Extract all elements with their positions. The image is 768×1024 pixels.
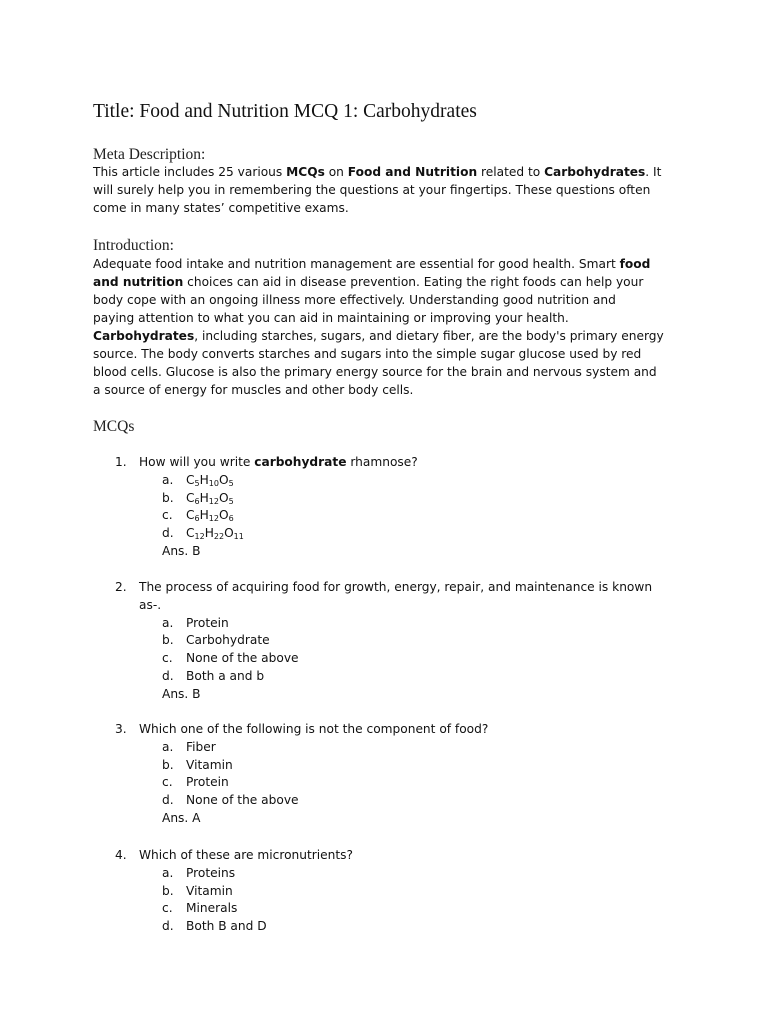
question-number: 2. <box>115 580 127 594</box>
option-text: Proteins <box>186 865 236 880</box>
option-label: a. <box>162 739 174 754</box>
bold-text: food <box>619 257 651 271</box>
option-label: b. <box>162 490 174 505</box>
meta-description-paragraph <box>93 163 673 217</box>
paragraph-line: come in many states’ competitive exams. <box>93 201 349 215</box>
option-text: Vitamin <box>186 883 233 898</box>
option-text: $C_6H_{12}O_5$ <box>186 490 234 506</box>
page-title: Title: Food and Nutrition MCQ 1: Carbohydrates <box>93 101 477 122</box>
paragraph-line: source. The body converts starches and sugars into the simple sugar glucose used by red <box>93 347 642 361</box>
option-text: None of the above <box>186 793 299 808</box>
answer-text: Ans. A <box>162 811 201 825</box>
subscript: 6 <box>194 496 200 506</box>
paragraph-line: Adequate food intake and nutrition management are essential for good health. Smart food <box>93 257 651 271</box>
option-label: a. <box>162 615 174 630</box>
subscript: 5 <box>194 478 200 488</box>
subscript: 6 <box>194 514 200 524</box>
option-text: Protein <box>186 615 229 630</box>
paragraph-line: blood cells. Glucose is also the primary energy source for the brain and nervous system and <box>93 365 657 379</box>
option-label: b. <box>162 633 174 648</box>
bold-text: Food and Nutrition <box>347 165 478 179</box>
option-text: Carbohydrate <box>186 633 270 648</box>
mcqs-heading: MCQs <box>93 418 135 435</box>
question-number: 3. <box>115 722 127 736</box>
option-text: $C_{12}H_{22}O_{11}$ <box>186 526 244 542</box>
paragraph-line: Carbohydrates, including starches, sugars, and dietary fiber, are the body's primary energy <box>93 329 664 343</box>
question-text: The process of acquiring food for growth, energy, repair, and maintenance is known <box>139 580 653 594</box>
subscript: 22 <box>213 532 225 542</box>
paragraph-line: paying attention to what you can aid in maintaining or improving your health. <box>93 311 569 325</box>
option-label: a. <box>162 865 174 880</box>
subscript: 5 <box>228 496 234 506</box>
option-text: Protein <box>186 775 229 790</box>
question-text: Which of these are micronutrients? <box>139 848 353 862</box>
option-label: d. <box>162 669 174 683</box>
paragraph-line: body cope with an ongoing illness more effectively. Understanding good nutrition and <box>93 293 616 307</box>
subscript: 10 <box>208 478 219 488</box>
option-label: c. <box>162 901 173 916</box>
subscript: 12 <box>208 496 219 506</box>
option-text: Both a and b <box>186 669 265 683</box>
question-text: as-. <box>139 597 162 612</box>
subscript: 6 <box>228 514 234 524</box>
paragraph-line: will surely help you in remembering the questions at your fingertips. These questions often <box>93 183 651 197</box>
option-label: b. <box>162 883 174 898</box>
paragraph-line: a source of energy for muscles and other body cells. <box>93 383 414 397</box>
bold-text: Carbohydrates <box>93 329 195 343</box>
option-text: Both B and D <box>186 919 267 934</box>
question-number: 4. <box>115 848 127 862</box>
paragraph-line: This article includes 25 various MCQs on Food and Nutrition related to Carbohydrates. It <box>93 165 662 179</box>
subscript: 5 <box>228 478 234 488</box>
paragraph-line: and nutrition choices can aid in disease prevention. Eating the right foods can help your <box>93 275 644 289</box>
option-text: Fiber <box>186 739 216 754</box>
option-text: None of the above <box>186 651 299 666</box>
bold-text: carbohydrate <box>254 455 347 469</box>
introduction-heading: Introduction: <box>93 237 174 254</box>
meta-description-heading: Meta Description: <box>93 146 206 163</box>
answer-text: Ans. B <box>162 544 201 558</box>
option-text: $C_5H_{10}O_5$ <box>186 472 234 488</box>
bold-text: Carbohydrates <box>544 165 646 179</box>
question-number: 1. <box>115 455 127 469</box>
subscript: 12 <box>194 532 205 542</box>
option-label: d. <box>162 919 174 934</box>
option-text: Minerals <box>186 901 238 916</box>
option-label: d. <box>162 793 174 808</box>
introduction-paragraph <box>93 255 673 399</box>
option-label: a. <box>162 472 174 487</box>
option-text: Vitamin <box>186 757 233 772</box>
option-label: c. <box>162 775 173 790</box>
answer-text: Ans. B <box>162 686 201 701</box>
question-text: Which one of the following is not the component of food? <box>139 722 489 736</box>
option-label: b. <box>162 757 174 772</box>
option-label: c. <box>162 508 173 523</box>
subscript: 11 <box>233 532 244 542</box>
option-label: d. <box>162 526 174 541</box>
option-text: $C_6H_{12}O_6$ <box>186 508 234 524</box>
option-label: c. <box>162 651 173 666</box>
bold-text: MCQs <box>286 165 325 179</box>
subscript: 12 <box>208 514 219 524</box>
question-text: How will you write carbohydrate rhamnose? <box>139 455 418 469</box>
bold-text: and nutrition <box>93 275 184 289</box>
